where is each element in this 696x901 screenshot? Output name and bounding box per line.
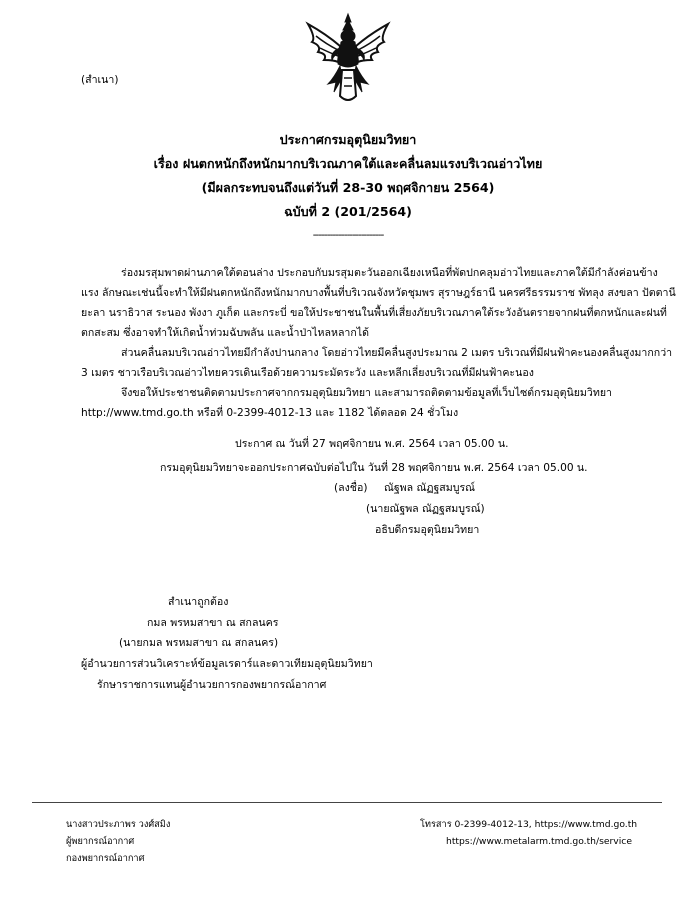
para2-line: ส่วนคลื่นลมบริเวณอ่าวไทยมีกำลังปานกลาง โดยอ่าวไทยมีคลื่นสูงประมาณ 2 เมตร บริเวณที่มีฝนฟ้าคะนองคลื่นสูงมากกว่า xyxy=(121,347,673,359)
para1-line: ร่องมรสุมพาดผ่านภาคใต้ตอนล่าง ประกอบกับมรสุมตะวันออกเฉียงเหนือที่พัดปกคลุมอ่าวไทยและภาคใต้มีกำลังค่อนข้าง xyxy=(121,267,658,279)
certifier-acting: รักษาราชการแทนผู้อำนวยการกองพยากรณ์อากาศ xyxy=(97,679,327,691)
certifier-full-name: (นายกมล พรหมสาขา ณ สกลนคร) xyxy=(119,637,279,649)
announcement-title: ประกาศกรมอุตุนิยมวิทยา xyxy=(279,132,417,147)
para3-line: http://www.tmd.go.th หรือที่ 0-2399-4012-13 และ 1182 ได้ตลอด 24 ชั่วโมง xyxy=(81,407,459,419)
signatory-position: อธิบดีกรมอุตุนิยมวิทยา xyxy=(375,524,480,536)
footer-division: กองพยากรณ์อากาศ xyxy=(66,853,145,864)
title-separator: ------------------------- xyxy=(312,229,384,241)
para1-line: ตกสะสม ซึ่งอาจทำให้เกิดน้ำท่วมฉับพลัน และน้ำป่าไหลหลากได้ xyxy=(81,327,370,339)
para3-line: จึงขอให้ประชาชนติดตามประกาศจากกรมอุตุนิยมวิทยา และสามารถติดตามข้อมูลที่เว็บไซต์กรมอุตุนิยมวิทยา xyxy=(121,387,613,399)
certifier-position: ผู้อำนวยการส่วนวิเคราะห์ข้อมูลเรดาร์และดาวเทียมอุตุนิยมวิทยา xyxy=(81,658,373,670)
footer-forecaster-title: ผู้พยากรณ์อากาศ xyxy=(66,836,135,847)
signatory-full-name: (นายณัฐพล ณัฏฐสมบูรณ์) xyxy=(366,503,485,515)
garuda-emblem xyxy=(298,12,398,106)
copy-mark: (สำเนา) xyxy=(81,74,119,86)
footer-divider xyxy=(32,802,662,803)
para1-line: แรง ลักษณะเช่นนี้จะทำให้มีฝนตกหนักถึงหนักมากบางพื้นที่บริเวณจังหวัดชุมพร สุราษฎร์ธานี นครศรีธรรมราช พัทลุง สงขลา ปัตตานี xyxy=(81,287,676,299)
effect-period: (มีผลกระทบจนถึงแต่วันที่ 28-30 พฤศจิกายน 2564) xyxy=(201,180,495,195)
signed-label: (ลงชื่อ) xyxy=(334,482,368,494)
signed-name: ณัฐพล ณัฏฐสมบูรณ์ xyxy=(384,482,475,494)
para1-line: ยะลา นราธิวาส ระนอง พังงา ภูเก็ต และกระบี่ ขอให้ประชาชนในพื้นที่เสี่ยงภัยบริเวณภาคใต้ระวังอันตรายจากฝนที่ตกหนักและฝนที่ xyxy=(81,307,667,319)
issue-number: ฉบับที่ 2 (201/2564) xyxy=(284,204,412,219)
announcement-subject: เรื่อง ฝนตกหนักถึงหนักมากบริเวณภาคใต้และคลื่นลมแรงบริเวณอ่าวไทย xyxy=(153,156,543,171)
footer-forecaster: นางสาวประภาพร วงศ์สมิง xyxy=(66,819,171,830)
announced-date: ประกาศ ณ วันที่ 27 พฤศจิกายน พ.ศ. 2564 เวลา 05.00 น. xyxy=(235,438,509,450)
certifier-name: กมล พรหมสาขา ณ สกลนคร xyxy=(147,617,279,629)
para2-line: 3 เมตร ชาวเรือบริเวณอ่าวไทยควรเดินเรือด้วยความระมัดระวัง และหลีกเลี่ยงบริเวณที่มีฝนฟ้าคะนอง xyxy=(81,367,534,379)
certified-label: สำเนาถูกต้อง xyxy=(168,596,229,608)
footer-service-link[interactable]: https://www.metalarm.tmd.go.th/service xyxy=(446,836,633,847)
next-issue: กรมอุตุนิยมวิทยาจะออกประกาศฉบับต่อไปใน วันที่ 28 พฤศจิกายน พ.ศ. 2564 เวลา 05.00 น. xyxy=(160,462,588,474)
footer-contact: โทรสาร 0-2399-4012-13, https://www.tmd.go.th xyxy=(420,819,638,830)
